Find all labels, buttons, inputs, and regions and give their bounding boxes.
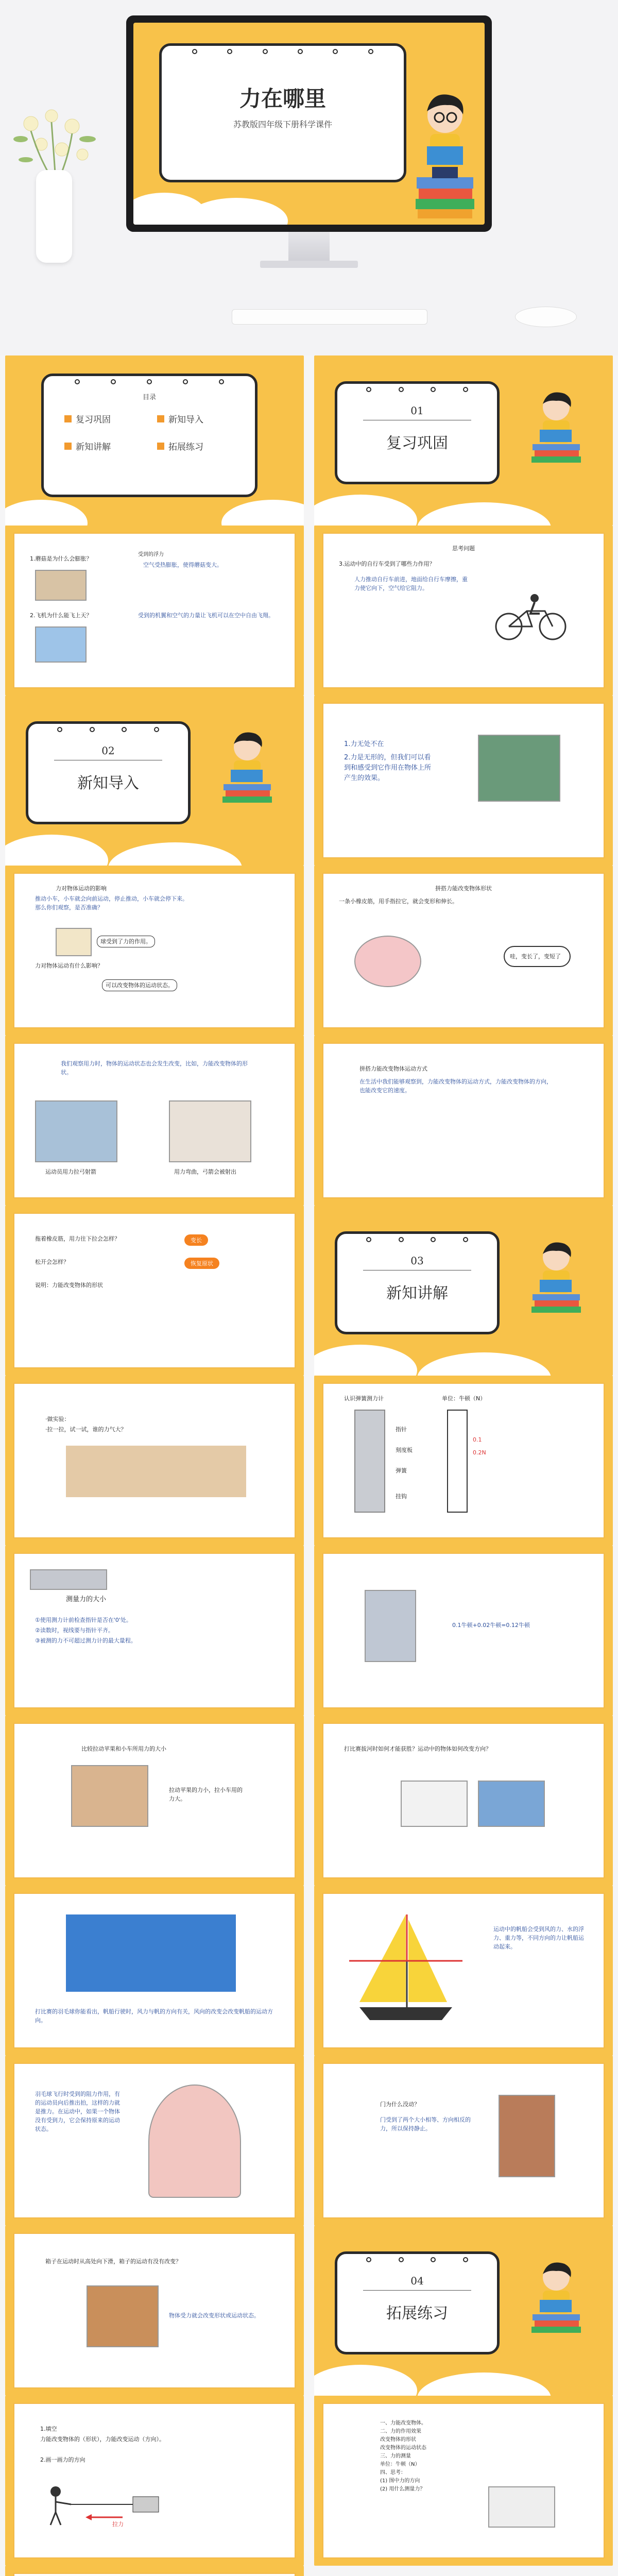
spring-scale-photo [30, 1569, 107, 1590]
ball-photo [56, 928, 92, 956]
summary-list: 一、力能改变物体。 二、力的作用效果 改变物体的形状 改变物体的运动状态 三、力的测量 单位：牛顿（N） 四、思考： (1) 图中力的方向 (2) 用什么测量力？ [380, 2420, 426, 2492]
toc-header: 目录 [142, 394, 156, 401]
bullet-icon [157, 415, 164, 422]
arm-wrestling-photo [66, 1446, 246, 1497]
slide-section-04 [314, 2226, 613, 2396]
section-frame: 03 新知讲解 [335, 1231, 500, 1334]
slide-intro-2: 力对物体运动的影响 推动小车，小车就会向前运动，停止推动，小车就会停下来。那么你们观察，是否准确？ 球受到了力的作用。 力对物体运动有什么影响？ 可以改变物体的运动状态。 [5, 866, 304, 1036]
boy-reading-illustration [525, 1236, 587, 1314]
scale-reading-photo [365, 1590, 416, 1662]
slide-learn-10: 门为什么没动？ 门受到了两个大小相等、方向相反的力，所以保持静止。 [314, 2056, 613, 2226]
sailboat-diagram [339, 1909, 473, 2033]
airplane-photo [35, 626, 87, 663]
slide-learn-8: 运动中的帆船会受到风的力、水的浮力、重力等，不同方向的力让帆船运动起来。 [314, 1886, 613, 2056]
stretch-photo [354, 936, 421, 987]
teacher-photo [478, 735, 560, 802]
cover-slide [133, 23, 485, 225]
slide-section-01 [314, 355, 613, 526]
bullet-icon [157, 443, 164, 450]
bread-photo [35, 570, 87, 601]
slide-learn-2: 认识弹簧测力计 单位：牛顿（N） 指针 刻度板 弹簧 挂钩 0.1 0.2N [314, 1376, 613, 1546]
slide-photo [87, 2285, 159, 2347]
bullet-icon [64, 415, 72, 422]
slide-intro-3: 拼搭力能改变物体形状 一条小橡皮筋，用手指拉它，就会变形和伸长。 哇，变长了，变短了 [314, 866, 613, 1036]
slide-section-03 [314, 1206, 613, 1376]
boy-reading-illustration [525, 386, 587, 464]
slide-learn-9: 羽毛球飞行时受到的阻力作用，有的运动员向后推出拍，这样的力就是推力。在运动中，如果一个物体没有受到力，它会保持原来的运动状态。 [5, 2056, 304, 2226]
bullet-icon [64, 443, 72, 450]
girl-photo [148, 2084, 241, 2198]
section-frame [335, 381, 500, 484]
hero-banner [0, 0, 618, 355]
slide-toc [5, 355, 304, 526]
toc-item[interactable]: 新知导入 [157, 412, 239, 425]
slide-learn-3: 测量力的大小 ①使用测力计前检查指针是否在'0'处。 ②读数时，视线要与指针平齐。 ③被测的力不可超过测力计的最大量程。 [5, 1546, 304, 1716]
spring-scale-photo [354, 1410, 385, 1513]
vase [36, 170, 72, 263]
boy-reading-illustration [216, 726, 278, 804]
boy-reading-illustration [411, 84, 478, 218]
door-photo [499, 2095, 555, 2177]
boy-reading-illustration [525, 2257, 587, 2334]
slide-intro-5: 拼搭力能改变物体运动方式 在生活中我们能够观察到，力能改变物体的运动方式，力能改变物体的方向，也能改变它的速度。 [314, 1036, 613, 1206]
slide-review-2: 思考问题 3.运动中的自行车受到了哪些力作用？ 人力推动自行车前进，地面给自行车摩擦，重力使它向下，空气给它阻力。 [314, 526, 613, 696]
keyboard [232, 309, 427, 325]
section-title: 复习巩固 [386, 434, 448, 452]
shuttlecock-sky-photo [66, 1914, 236, 1992]
slide-learn-5: 比较拉动苹果和小车所用力的大小 拉动苹果的力小，拉小车用的力大。 [5, 1716, 304, 1886]
pull-photo [71, 1765, 148, 1827]
section-number: 01 [410, 404, 424, 417]
section-frame: 04 拓展练习 [335, 2251, 500, 2354]
toc-frame [41, 374, 258, 497]
slide-summary [5, 2566, 304, 2576]
hero-subtitle: 苏教版四年级下册科学课件 [233, 120, 332, 129]
slide-review-1: 1.蘑菇是为什么会膨胀？ 受到的浮力 空气受热膨胀，使得蘑菇变大。 2.飞机为什么能飞上天？ 受到的机翼和空气的力量让飞机可以在空中自由飞翔。 [5, 526, 304, 696]
mouse [515, 307, 577, 327]
slide-learn-4: 0.1牛顿+0.02牛顿=0.12牛顿 [314, 1546, 613, 1716]
slide-learn-6: 打比赛拔河时如何才能获胜？运动中的物体如何改变方向？ [314, 1716, 613, 1886]
bow-photo [169, 1100, 251, 1162]
archery-photo [35, 1100, 117, 1162]
sailboat-photo [478, 1781, 545, 1827]
pull-force-diagram [40, 2481, 174, 2528]
toc-item[interactable]: 复习巩固 [64, 412, 147, 425]
monitor-stand [288, 232, 330, 263]
bicycle-illustration [493, 590, 571, 642]
exercise-photo [488, 2486, 555, 2528]
scale-closeup [447, 1410, 468, 1513]
shuttlecock-photo [401, 1781, 468, 1827]
section-frame: 02 新知导入 [26, 721, 191, 824]
slide-practice-1: 1.填空 力能改变物体的（形状），力能改变运动（方向）。 2.画一画力的方向 拉力 [5, 2396, 304, 2566]
monitor-base [260, 261, 358, 268]
slide-learn-1: ·做实验： ·拉一拉，试一试，谁的力气大？ [5, 1376, 304, 1546]
monitor [126, 15, 492, 232]
slide-intro-4: 我们观察用力时，物体的运动状态也会发生改变，比如，力能改变物体的形状。 运动员用力拉弓射箭 用力弯曲，弓箭会被射出 [5, 1036, 304, 1206]
slide-intro-1: 1.力无处不在 2.力是无形的，但我们可以看到和感受到它作用在物体上所产生的效果。 [314, 696, 613, 866]
slide-learn-11: 箱子在运动时从高处向下滑，箱子的运动有没有改变？ 物体受力就会改变形状或运动状态。 [5, 2226, 304, 2396]
toc-item[interactable]: 新知讲解 [64, 439, 147, 452]
hero-title: 力在哪里 [239, 86, 326, 111]
slide-practice-2 [314, 2396, 613, 2566]
title-frame [159, 43, 406, 182]
slide-intro-6: 拖着橡皮筋，用力往下拉会怎样？ 变长 松开会怎样？ 恢复原状 说明：力能改变物体的形状 [5, 1206, 304, 1376]
slide-learn-7: 打比赛的羽毛球你能看出，帆船行驶时，风力与帆的方向有关，风向的改变会改变帆船的运动方向。 [5, 1886, 304, 2056]
toc-item[interactable]: 拓展练习 [157, 439, 239, 452]
slide-section-02 [5, 696, 304, 866]
